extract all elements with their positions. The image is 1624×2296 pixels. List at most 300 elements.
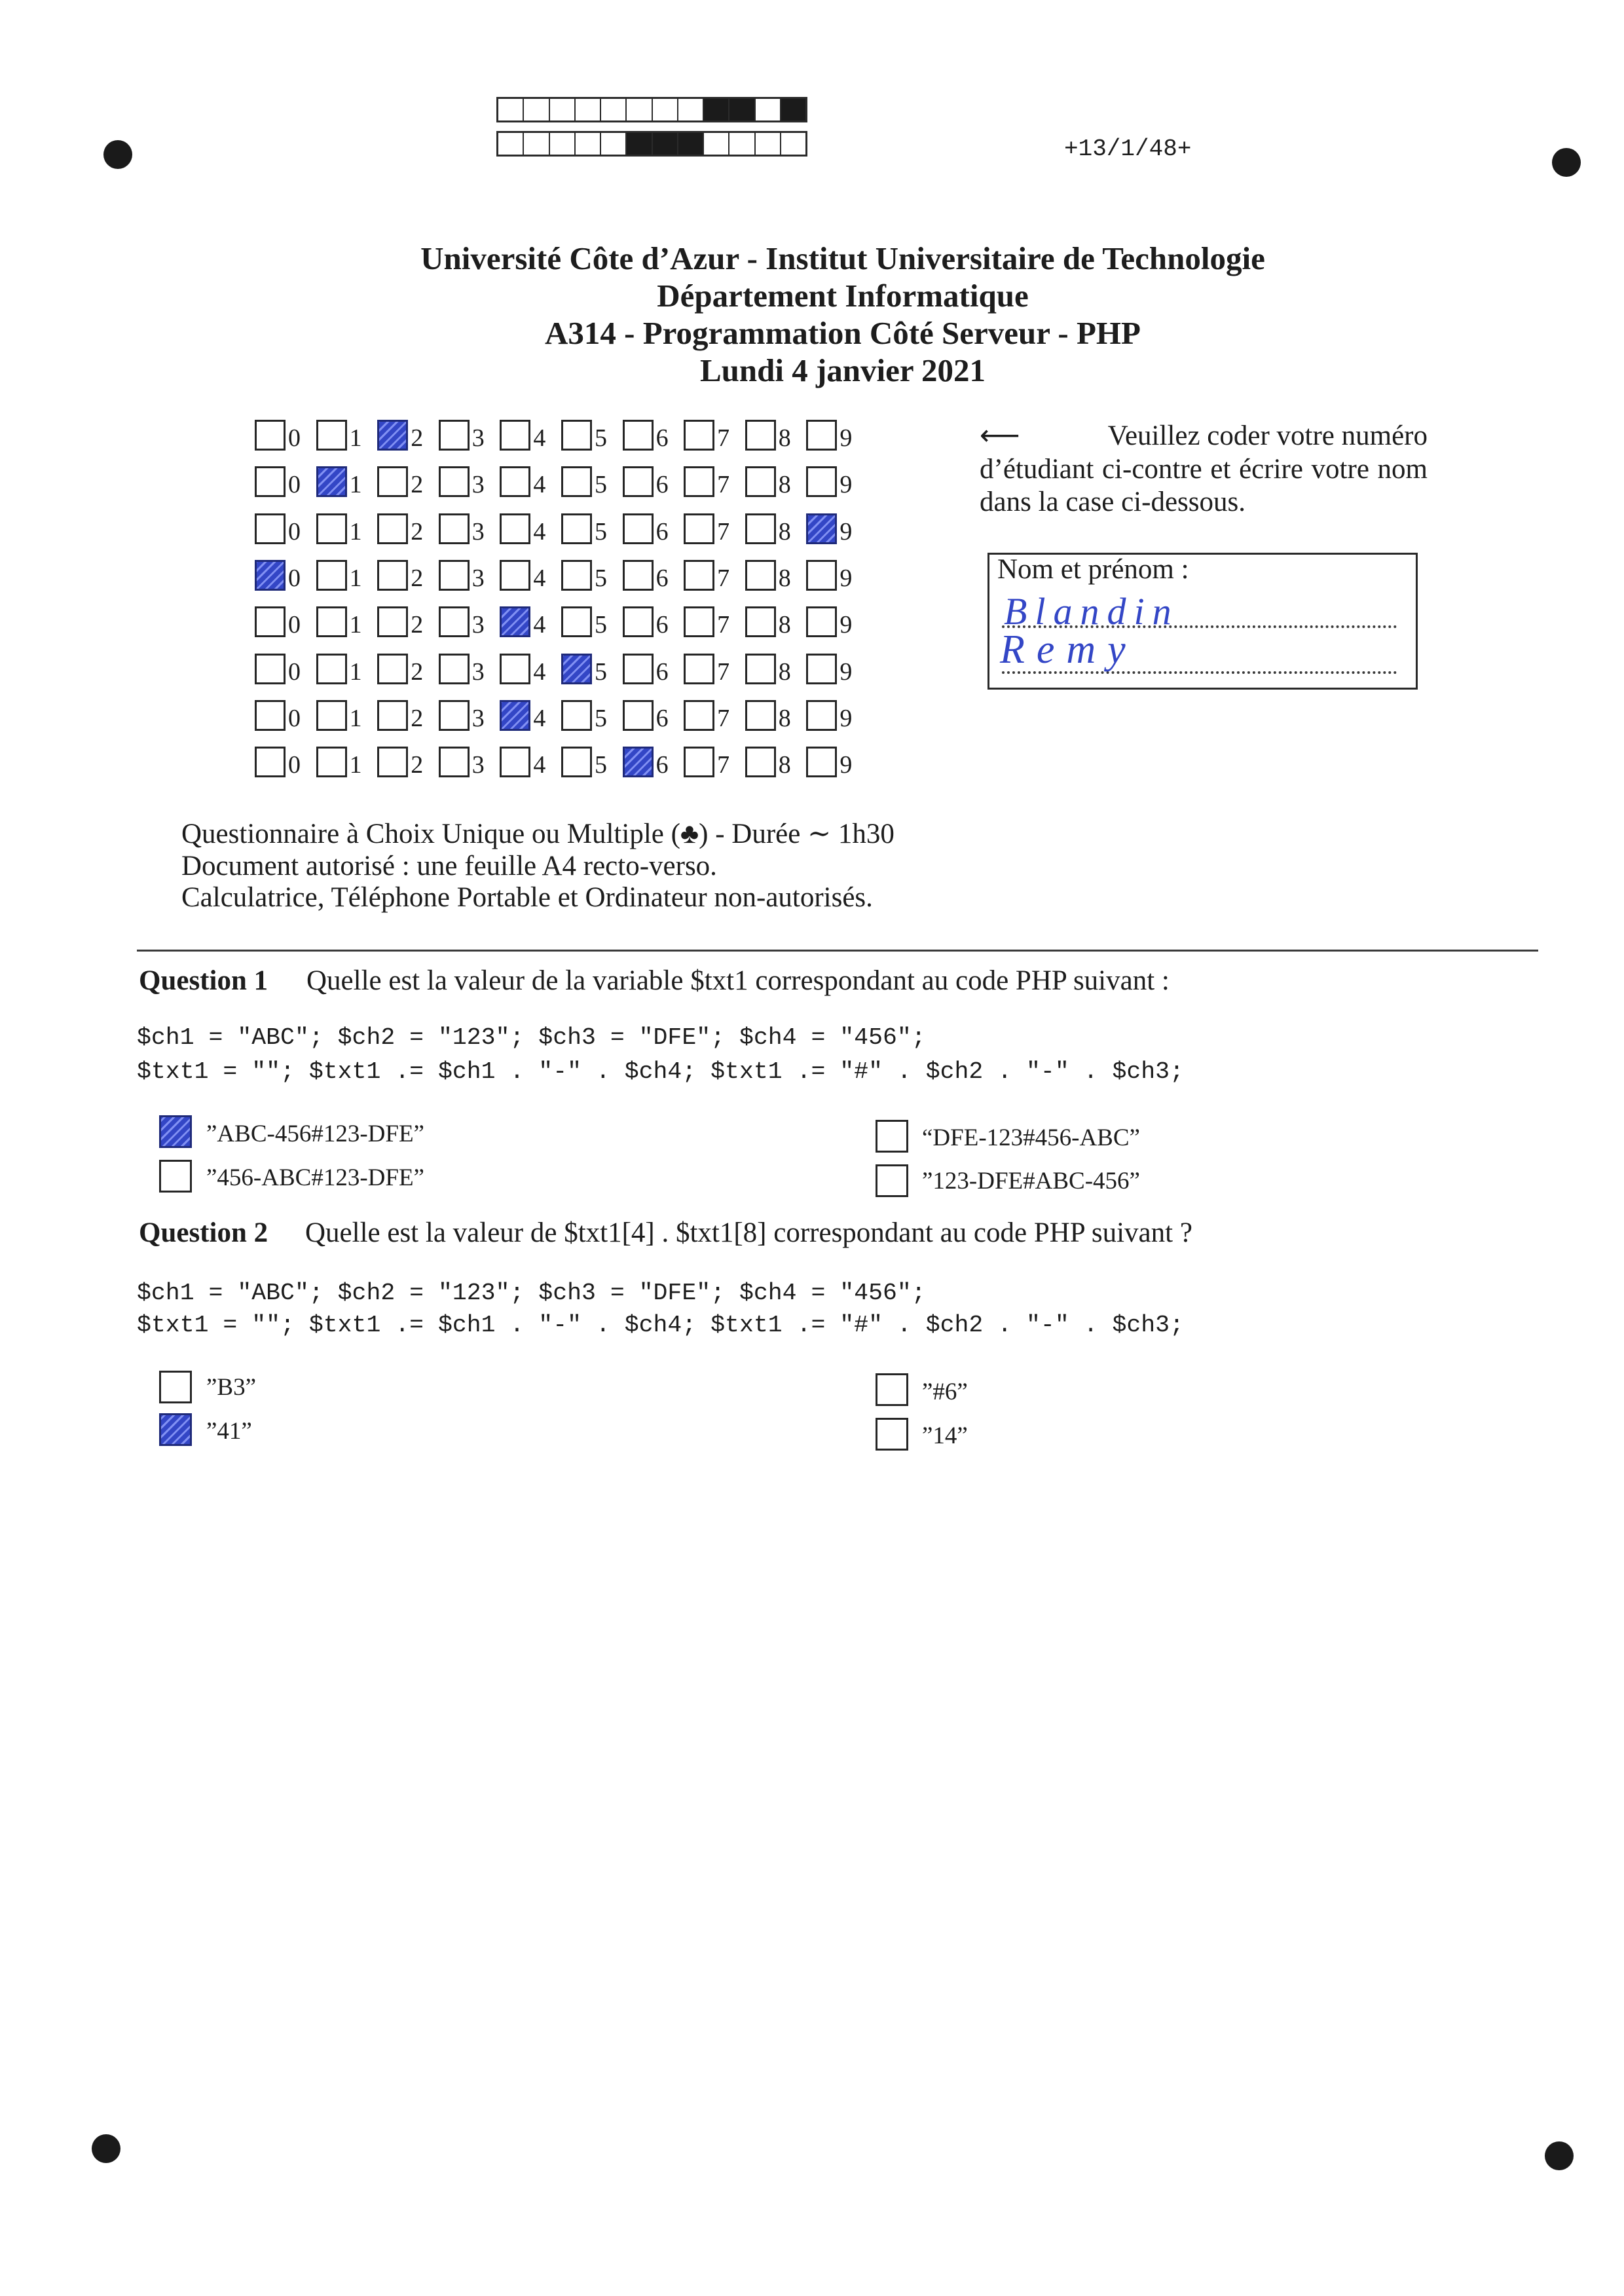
student-id-checkbox[interactable] bbox=[316, 747, 347, 777]
student-id-checkbox[interactable] bbox=[806, 654, 837, 684]
answer-label: ”ABC-456#123-DFE” bbox=[206, 1120, 424, 1147]
barcode-cell bbox=[729, 133, 755, 155]
barcode-cell bbox=[678, 99, 704, 120]
student-id-option[interactable] bbox=[684, 700, 745, 731]
digit-label: 1 bbox=[349, 471, 362, 499]
digit-label: 9 bbox=[840, 751, 853, 779]
barcode-cell bbox=[781, 133, 805, 155]
student-id-option[interactable] bbox=[684, 466, 745, 497]
digit-label: 0 bbox=[288, 517, 301, 546]
student-id-option[interactable] bbox=[500, 560, 561, 591]
student-id-option[interactable] bbox=[316, 560, 378, 591]
digit-label: 3 bbox=[471, 704, 485, 732]
corner-mark-top-right bbox=[1552, 148, 1581, 177]
handwritten-first-name: Remy bbox=[1000, 627, 1137, 672]
student-id-option[interactable] bbox=[316, 420, 378, 451]
student-id-option[interactable] bbox=[255, 466, 316, 497]
digit-label: 9 bbox=[840, 471, 853, 499]
student-id-option[interactable] bbox=[623, 420, 684, 451]
digit-label: 7 bbox=[717, 471, 730, 499]
barcode-cell bbox=[627, 99, 652, 120]
title-line-department: Département Informatique bbox=[657, 278, 1029, 314]
digit-label: 1 bbox=[349, 751, 362, 779]
student-id-option[interactable] bbox=[561, 700, 623, 731]
barcode-cell bbox=[653, 99, 678, 120]
student-id-option[interactable] bbox=[316, 513, 378, 544]
student-id-checkbox[interactable] bbox=[439, 466, 470, 497]
student-id-checkbox[interactable] bbox=[439, 560, 470, 591]
student-id-checkbox[interactable] bbox=[316, 513, 347, 544]
student-id-option[interactable] bbox=[684, 747, 745, 777]
student-id-option[interactable] bbox=[377, 654, 439, 684]
student-id-checkbox[interactable] bbox=[439, 747, 470, 777]
student-id-option[interactable] bbox=[806, 466, 868, 497]
answer-checkbox[interactable] bbox=[876, 1373, 908, 1406]
digit-label: 9 bbox=[840, 657, 853, 686]
student-id-option[interactable] bbox=[561, 560, 623, 591]
answer-checkbox[interactable] bbox=[876, 1164, 908, 1197]
exam-info-devices: Calculatrice, Téléphone Portable et Ordinateur non-autorisés. bbox=[181, 882, 873, 913]
answer-label: ”#6” bbox=[922, 1379, 968, 1405]
answer-checkbox[interactable] bbox=[159, 1371, 192, 1403]
student-id-option[interactable] bbox=[745, 700, 807, 731]
student-id-checkbox[interactable] bbox=[439, 700, 470, 731]
digit-label: 4 bbox=[533, 611, 546, 639]
digit-label: 1 bbox=[349, 611, 362, 639]
student-id-checkbox[interactable] bbox=[745, 513, 776, 544]
answer-checkbox[interactable] bbox=[159, 1160, 192, 1193]
student-id-option[interactable] bbox=[500, 700, 561, 731]
student-id-row bbox=[255, 606, 868, 637]
student-id-checkbox[interactable] bbox=[377, 747, 408, 777]
name-box-label: Nom et prénom : bbox=[997, 554, 1189, 585]
student-id-row bbox=[255, 420, 868, 451]
student-id-checkbox[interactable] bbox=[439, 654, 470, 684]
digit-label: 4 bbox=[533, 657, 546, 686]
student-id-checkbox[interactable] bbox=[500, 513, 530, 544]
student-id-checkbox[interactable] bbox=[806, 700, 837, 731]
student-id-option[interactable] bbox=[500, 513, 561, 544]
question-2-code-line: $txt1 = ""; $txt1 .= $ch1 . "-" . $ch4; $txt1 .= "#" . $ch2 . "-" . $ch3; bbox=[137, 1312, 1184, 1339]
digit-label: 5 bbox=[594, 657, 607, 686]
student-id-checkbox[interactable] bbox=[623, 420, 654, 451]
question-2-text: Quelle est la valeur de $txt1[4] . $txt1[8] correspondant au code PHP suivant ? bbox=[305, 1217, 1192, 1248]
student-id-option[interactable] bbox=[684, 560, 745, 591]
digit-label: 8 bbox=[778, 657, 791, 686]
student-id-option[interactable] bbox=[745, 466, 807, 497]
digit-label: 3 bbox=[471, 751, 485, 779]
student-id-option[interactable] bbox=[500, 606, 561, 637]
student-id-checkbox[interactable] bbox=[377, 466, 408, 497]
student-id-option[interactable] bbox=[255, 560, 316, 591]
student-id-checkbox[interactable] bbox=[439, 420, 470, 451]
student-id-option[interactable] bbox=[377, 747, 439, 777]
student-id-checkbox[interactable] bbox=[500, 560, 530, 591]
digit-label: 7 bbox=[717, 517, 730, 546]
student-id-option[interactable] bbox=[561, 513, 623, 544]
question-1-code-line: $ch1 = "ABC"; $ch2 = "123"; $ch3 = "DFE"; $ch4 = "456"; bbox=[137, 1024, 926, 1051]
student-id-option[interactable] bbox=[806, 700, 868, 731]
digit-label: 6 bbox=[655, 704, 669, 732]
digit-label: 8 bbox=[778, 751, 791, 779]
student-id-checkbox[interactable] bbox=[255, 560, 286, 591]
digit-label: 8 bbox=[778, 611, 791, 639]
digit-label: 2 bbox=[411, 517, 424, 546]
student-id-option[interactable] bbox=[500, 466, 561, 497]
answer-label: ”14” bbox=[922, 1422, 968, 1449]
student-id-checkbox[interactable] bbox=[623, 700, 654, 731]
answer-label: ”B3” bbox=[206, 1374, 257, 1401]
student-id-option[interactable] bbox=[745, 606, 807, 637]
student-id-option[interactable] bbox=[745, 513, 807, 544]
digit-label: 4 bbox=[533, 517, 546, 546]
student-id-checkbox[interactable] bbox=[377, 560, 408, 591]
student-id-checkbox[interactable] bbox=[500, 466, 530, 497]
student-id-option[interactable] bbox=[439, 606, 500, 637]
student-id-option[interactable] bbox=[745, 654, 807, 684]
digit-label: 5 bbox=[594, 424, 607, 452]
student-id-checkbox[interactable] bbox=[377, 700, 408, 731]
student-id-checkbox[interactable] bbox=[255, 700, 286, 731]
student-id-checkbox[interactable] bbox=[255, 466, 286, 497]
student-id-checkbox[interactable] bbox=[623, 560, 654, 591]
barcode-cell bbox=[576, 133, 601, 155]
student-id-checkbox[interactable] bbox=[745, 606, 776, 637]
student-id-option[interactable] bbox=[500, 747, 561, 777]
student-id-option[interactable] bbox=[316, 466, 378, 497]
digit-label: 6 bbox=[655, 564, 669, 592]
answer-label: ”456-ABC#123-DFE” bbox=[206, 1164, 424, 1191]
digit-label: 9 bbox=[840, 517, 853, 546]
student-id-checkbox[interactable] bbox=[745, 654, 776, 684]
digit-label: 1 bbox=[349, 704, 362, 732]
barcode-cell bbox=[524, 133, 549, 155]
student-id-option[interactable] bbox=[561, 606, 623, 637]
digit-label: 7 bbox=[717, 704, 730, 732]
digit-label: 8 bbox=[778, 517, 791, 546]
digit-label: 2 bbox=[411, 704, 424, 732]
student-id-checkbox[interactable] bbox=[684, 700, 714, 731]
student-id-option[interactable] bbox=[745, 560, 807, 591]
student-id-checkbox[interactable] bbox=[623, 606, 654, 637]
student-id-option[interactable] bbox=[316, 654, 378, 684]
student-id-checkbox[interactable] bbox=[561, 560, 592, 591]
student-id-option[interactable] bbox=[439, 654, 500, 684]
student-id-option[interactable] bbox=[500, 420, 561, 451]
student-id-option[interactable] bbox=[806, 606, 868, 637]
digit-label: 0 bbox=[288, 564, 301, 592]
barcode-cell bbox=[781, 99, 805, 120]
digit-label: 8 bbox=[778, 471, 791, 499]
digit-label: 2 bbox=[411, 471, 424, 499]
digit-label: 3 bbox=[471, 657, 485, 686]
barcode-cell bbox=[498, 133, 524, 155]
student-id-checkbox[interactable] bbox=[316, 466, 347, 497]
student-id-checkbox[interactable] bbox=[623, 654, 654, 684]
barcode-cell bbox=[653, 133, 678, 155]
section-divider bbox=[137, 950, 1538, 952]
student-id-option[interactable] bbox=[255, 747, 316, 777]
student-id-checkbox[interactable] bbox=[377, 513, 408, 544]
student-id-option[interactable] bbox=[623, 747, 684, 777]
barcode-cell bbox=[678, 133, 704, 155]
digit-label: 9 bbox=[840, 424, 853, 452]
digit-label: 3 bbox=[471, 471, 485, 499]
student-id-option[interactable] bbox=[623, 654, 684, 684]
student-id-checkbox[interactable] bbox=[439, 513, 470, 544]
student-id-checkbox[interactable] bbox=[684, 513, 714, 544]
student-id-row bbox=[255, 654, 868, 684]
student-id-option[interactable] bbox=[377, 560, 439, 591]
exam-info-format: Questionnaire à Choix Unique ou Multiple (♣) - Durée ∼ 1h30 bbox=[181, 819, 895, 849]
student-id-checkbox[interactable] bbox=[500, 606, 530, 637]
barcode-cell bbox=[550, 133, 576, 155]
student-id-option[interactable] bbox=[500, 654, 561, 684]
digit-label: 5 bbox=[594, 564, 607, 592]
digit-label: 7 bbox=[717, 751, 730, 779]
student-id-checkbox[interactable] bbox=[745, 747, 776, 777]
student-id-checkbox[interactable] bbox=[806, 420, 837, 451]
digit-label: 4 bbox=[533, 564, 546, 592]
student-id-option[interactable] bbox=[255, 513, 316, 544]
answer-checkbox[interactable] bbox=[159, 1413, 192, 1446]
student-id-option[interactable] bbox=[684, 606, 745, 637]
barcode-cell bbox=[704, 133, 729, 155]
digit-label: 1 bbox=[349, 564, 362, 592]
student-id-checkbox[interactable] bbox=[623, 466, 654, 497]
student-id-checkbox[interactable] bbox=[561, 700, 592, 731]
student-id-option[interactable] bbox=[377, 700, 439, 731]
digit-label: 6 bbox=[655, 751, 669, 779]
digit-label: 3 bbox=[471, 517, 485, 546]
student-id-checkbox[interactable] bbox=[316, 560, 347, 591]
student-id-checkbox[interactable] bbox=[316, 700, 347, 731]
barcode-cell bbox=[550, 99, 576, 120]
student-id-option[interactable] bbox=[316, 606, 378, 637]
student-id-checkbox[interactable] bbox=[684, 747, 714, 777]
student-id-checkbox[interactable] bbox=[745, 700, 776, 731]
student-id-option[interactable] bbox=[439, 700, 500, 731]
id-instructions-line-2: d’étudiant ci-contre et écrire votre nom bbox=[980, 454, 1428, 485]
digit-label: 7 bbox=[717, 424, 730, 452]
student-id-option[interactable] bbox=[684, 513, 745, 544]
student-id-row bbox=[255, 700, 868, 731]
digit-label: 6 bbox=[655, 517, 669, 546]
digit-label: 2 bbox=[411, 751, 424, 779]
student-id-option[interactable] bbox=[377, 606, 439, 637]
student-id-checkbox[interactable] bbox=[377, 606, 408, 637]
student-id-option[interactable] bbox=[439, 420, 500, 451]
student-id-checkbox[interactable] bbox=[745, 420, 776, 451]
student-id-option[interactable] bbox=[255, 420, 316, 451]
student-id-option[interactable] bbox=[623, 466, 684, 497]
student-id-checkbox[interactable] bbox=[684, 606, 714, 637]
digit-label: 3 bbox=[471, 564, 485, 592]
digit-label: 0 bbox=[288, 751, 301, 779]
student-id-checkbox[interactable] bbox=[316, 606, 347, 637]
student-id-option[interactable] bbox=[623, 560, 684, 591]
digit-label: 6 bbox=[655, 471, 669, 499]
digit-label: 0 bbox=[288, 657, 301, 686]
student-id-checkbox[interactable] bbox=[561, 420, 592, 451]
student-id-row bbox=[255, 560, 868, 591]
answer-checkbox[interactable] bbox=[876, 1120, 908, 1153]
digit-label: 0 bbox=[288, 424, 301, 452]
student-id-option[interactable] bbox=[255, 606, 316, 637]
student-id-checkbox[interactable] bbox=[623, 747, 654, 777]
student-id-checkbox[interactable] bbox=[377, 420, 408, 451]
digit-label: 9 bbox=[840, 611, 853, 639]
title-line-date: Lundi 4 janvier 2021 bbox=[699, 352, 986, 388]
digit-label: 3 bbox=[471, 611, 485, 639]
student-id-checkbox[interactable] bbox=[255, 513, 286, 544]
student-id-row bbox=[255, 747, 868, 777]
student-id-checkbox[interactable] bbox=[561, 747, 592, 777]
student-id-option[interactable] bbox=[439, 466, 500, 497]
student-id-checkbox[interactable] bbox=[255, 420, 286, 451]
student-id-checkbox[interactable] bbox=[500, 747, 530, 777]
barcode-row bbox=[496, 131, 807, 157]
student-id-option[interactable] bbox=[377, 420, 439, 451]
barcode-row bbox=[496, 97, 807, 122]
digit-label: 2 bbox=[411, 564, 424, 592]
student-id-option[interactable] bbox=[684, 420, 745, 451]
student-id-option[interactable] bbox=[255, 700, 316, 731]
student-id-checkbox[interactable] bbox=[316, 420, 347, 451]
digit-label: 6 bbox=[655, 424, 669, 452]
student-id-option[interactable] bbox=[561, 420, 623, 451]
student-id-checkbox[interactable] bbox=[745, 560, 776, 591]
exam-info bbox=[181, 819, 895, 914]
digit-label: 9 bbox=[840, 564, 853, 592]
digit-label: 4 bbox=[533, 471, 546, 499]
student-id-checkbox[interactable] bbox=[561, 606, 592, 637]
student-id-checkbox[interactable] bbox=[255, 747, 286, 777]
page-barcode bbox=[496, 97, 807, 156]
student-id-checkbox[interactable] bbox=[806, 513, 837, 544]
question-1-text: Quelle est la valeur de la variable $txt1 correspondant au code PHP suivant : bbox=[306, 965, 1170, 996]
student-id-option[interactable] bbox=[255, 654, 316, 684]
student-id-option[interactable] bbox=[316, 700, 378, 731]
student-id-option[interactable] bbox=[806, 560, 868, 591]
student-id-checkbox[interactable] bbox=[745, 466, 776, 497]
digit-label: 4 bbox=[533, 704, 546, 732]
digit-label: 8 bbox=[778, 424, 791, 452]
barcode-cell bbox=[601, 133, 627, 155]
student-id-option[interactable] bbox=[806, 747, 868, 777]
student-id-option[interactable] bbox=[439, 747, 500, 777]
student-id-checkbox[interactable] bbox=[500, 654, 530, 684]
id-instructions-line-3: dans la case ci-dessous. bbox=[980, 487, 1246, 517]
student-id-checkbox[interactable] bbox=[561, 466, 592, 497]
id-instructions-line-1: Veuillez coder votre numéro bbox=[1107, 420, 1428, 451]
student-id-option[interactable] bbox=[377, 466, 439, 497]
student-id-checkbox[interactable] bbox=[255, 606, 286, 637]
digit-label: 0 bbox=[288, 611, 301, 639]
student-id-checkbox[interactable] bbox=[806, 606, 837, 637]
student-id-checkbox[interactable] bbox=[806, 466, 837, 497]
digit-label: 9 bbox=[840, 704, 853, 732]
title-line-course: A314 - Programmation Côté Serveur - PHP bbox=[545, 315, 1141, 351]
student-id-checkbox[interactable] bbox=[806, 747, 837, 777]
student-id-checkbox[interactable] bbox=[561, 513, 592, 544]
digit-label: 8 bbox=[778, 564, 791, 592]
digit-label: 7 bbox=[717, 564, 730, 592]
student-id-checkbox[interactable] bbox=[255, 654, 286, 684]
digit-label: 5 bbox=[594, 517, 607, 546]
student-id-grid bbox=[255, 420, 870, 780]
student-id-row bbox=[255, 466, 868, 497]
answer-label: ”123-DFE#ABC-456” bbox=[922, 1168, 1140, 1194]
student-id-option[interactable] bbox=[377, 513, 439, 544]
student-id-checkbox[interactable] bbox=[684, 420, 714, 451]
answer-checkbox[interactable] bbox=[159, 1115, 192, 1148]
student-id-option[interactable] bbox=[806, 654, 868, 684]
student-id-checkbox[interactable] bbox=[561, 654, 592, 684]
digit-label: 7 bbox=[717, 657, 730, 686]
student-id-checkbox[interactable] bbox=[377, 654, 408, 684]
question-1-code-line: $txt1 = ""; $txt1 .= $ch1 . "-" . $ch4; $txt1 .= "#" . $ch2 . "-" . $ch3; bbox=[137, 1058, 1184, 1085]
student-id-option[interactable] bbox=[439, 560, 500, 591]
digit-label: 7 bbox=[717, 611, 730, 639]
question-2-label: Question 2 bbox=[139, 1217, 268, 1248]
question-2-code-line: $ch1 = "ABC"; $ch2 = "123"; $ch3 = "DFE"; $ch4 = "456"; bbox=[137, 1280, 926, 1306]
corner-mark-bottom-left bbox=[92, 2134, 120, 2163]
student-id-option[interactable] bbox=[684, 654, 745, 684]
student-id-checkbox[interactable] bbox=[684, 654, 714, 684]
student-id-option[interactable] bbox=[806, 513, 868, 544]
student-id-option[interactable] bbox=[623, 606, 684, 637]
exam-title bbox=[188, 240, 1498, 389]
digit-label: 5 bbox=[594, 611, 607, 639]
digit-label: 2 bbox=[411, 611, 424, 639]
barcode-cell bbox=[704, 99, 729, 120]
student-id-row bbox=[255, 513, 868, 544]
left-arrow-icon: ⟵ bbox=[980, 419, 1020, 452]
exam-info-documents: Document autorisé : une feuille A4 recto-verso. bbox=[181, 850, 717, 881]
student-id-option[interactable] bbox=[623, 513, 684, 544]
student-id-option[interactable] bbox=[806, 420, 868, 451]
student-id-option[interactable] bbox=[745, 747, 807, 777]
student-id-option[interactable] bbox=[623, 700, 684, 731]
student-id-checkbox[interactable] bbox=[439, 606, 470, 637]
digit-label: 0 bbox=[288, 704, 301, 732]
student-id-checkbox[interactable] bbox=[316, 654, 347, 684]
student-id-option[interactable] bbox=[561, 654, 623, 684]
student-id-checkbox[interactable] bbox=[500, 420, 530, 451]
student-id-checkbox[interactable] bbox=[500, 700, 530, 731]
student-id-checkbox[interactable] bbox=[806, 560, 837, 591]
digit-label: 4 bbox=[533, 751, 546, 779]
student-id-option[interactable] bbox=[561, 747, 623, 777]
digit-label: 5 bbox=[594, 471, 607, 499]
student-id-checkbox[interactable] bbox=[623, 513, 654, 544]
corner-mark-top-left bbox=[103, 140, 132, 169]
page-code: +13/1/48+ bbox=[1064, 136, 1192, 162]
digit-label: 0 bbox=[288, 471, 301, 499]
student-id-checkbox[interactable] bbox=[684, 466, 714, 497]
student-id-option[interactable] bbox=[316, 747, 378, 777]
student-id-option[interactable] bbox=[745, 420, 807, 451]
answer-checkbox[interactable] bbox=[876, 1418, 908, 1451]
student-id-option[interactable] bbox=[439, 513, 500, 544]
corner-mark-bottom-right bbox=[1545, 2141, 1574, 2170]
student-id-checkbox[interactable] bbox=[684, 560, 714, 591]
digit-label: 6 bbox=[655, 657, 669, 686]
digit-label: 6 bbox=[655, 611, 669, 639]
student-id-option[interactable] bbox=[561, 466, 623, 497]
barcode-cell bbox=[756, 133, 781, 155]
